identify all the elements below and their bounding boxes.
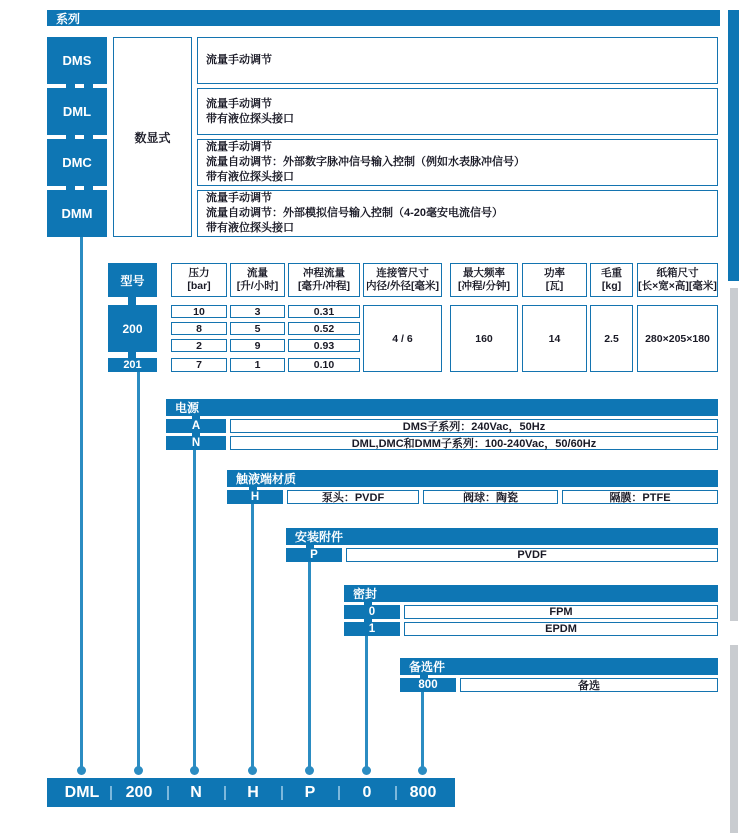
desc-line: 带有液位探头接口 <box>206 171 294 183</box>
seal-value-fpm <box>404 605 718 619</box>
table-cell <box>288 305 360 318</box>
wetted-title: 触液端材质 <box>236 472 297 486</box>
series-code-label: DML <box>62 104 92 119</box>
connector-stub <box>84 186 93 190</box>
table-cell <box>230 358 285 372</box>
connector-stub <box>66 84 75 88</box>
power-value-a <box>230 419 718 433</box>
order-segment <box>280 778 340 807</box>
seal-value-epdm <box>404 622 718 636</box>
header-line: 最大频率 <box>463 267 505 279</box>
order-separator <box>224 786 226 800</box>
connector-dot <box>418 766 427 775</box>
connector-line-wetted <box>251 504 254 770</box>
model-header-label: 型号 <box>120 273 145 288</box>
value-label: PVDF <box>517 549 547 561</box>
mounting-title: 安装附件 <box>295 530 344 544</box>
col-header-max-freq <box>450 263 518 297</box>
series-code-dmm <box>47 190 107 237</box>
series-desc-dmm <box>197 190 718 237</box>
wetted-value-diaphragm <box>562 490 718 504</box>
header-line: 连接管尺寸 <box>376 267 429 279</box>
options-value <box>460 678 718 692</box>
mounting-value <box>346 548 718 562</box>
code-label: H <box>250 491 260 503</box>
series-desc-dmc <box>197 139 718 186</box>
series-title: 系列 <box>56 11 81 26</box>
cell-power <box>522 305 587 372</box>
series-code-dmc <box>47 139 107 186</box>
connector-line-seal <box>365 636 368 770</box>
connector-dot <box>190 766 199 775</box>
power-code-n <box>166 436 226 450</box>
value-label: DML,DMC和DMM子系列：100-240Vac，50/60Hz <box>351 438 597 450</box>
wetted-value-head <box>287 490 419 504</box>
code-label: 800 <box>418 679 438 691</box>
col-header-power <box>522 263 587 297</box>
series-desc-dml <box>197 88 718 135</box>
options-code-800 <box>400 678 456 692</box>
desc-line: 流量手动调节 <box>206 97 272 110</box>
order-segment-label: 200 <box>125 784 153 801</box>
cell-value: 0.31 <box>313 305 335 318</box>
order-segment <box>52 778 112 807</box>
order-segment-label: N <box>190 784 202 801</box>
page-edge-strip-gray <box>730 645 738 833</box>
header-line: 功率 <box>544 267 565 279</box>
wetted-value-ball <box>423 490 558 504</box>
code-label: P <box>310 549 318 561</box>
cell-value: 1 <box>254 359 261 371</box>
series-code-label: DMM <box>61 206 93 221</box>
header-line: 压力 <box>188 267 210 279</box>
table-cell <box>288 322 360 335</box>
cell-value: 0.52 <box>313 322 335 335</box>
table-cell <box>171 339 227 352</box>
cell-weight <box>590 305 633 372</box>
header-unit: [升/小时] <box>236 280 279 292</box>
model-label: 200 <box>122 321 143 336</box>
wetted-code-h <box>227 490 283 504</box>
table-cell <box>171 358 227 372</box>
model-label: 201 <box>123 359 142 371</box>
connector-line-mounting <box>308 562 311 770</box>
connector-dot <box>305 766 314 775</box>
order-segment-label: H <box>247 784 259 801</box>
cell-carton <box>637 305 718 372</box>
cell-max-freq <box>450 305 518 372</box>
order-separator <box>167 786 169 800</box>
desc-line: 流量自动调节：外部模拟信号输入控制（4-20毫安电流信号） <box>206 207 504 219</box>
seal-section-header <box>344 585 718 602</box>
cell-value: 3 <box>254 305 261 318</box>
order-separator <box>338 786 340 800</box>
order-separator <box>395 786 397 800</box>
header-unit: [冲程/分钟] <box>458 280 510 292</box>
desc-line: 流量手动调节 <box>206 141 272 153</box>
seal-code-0 <box>344 605 400 619</box>
cell-value: 4 / 6 <box>392 332 413 345</box>
power-code-a <box>166 419 226 433</box>
series-desc-dms <box>197 37 718 84</box>
order-separator <box>281 786 283 800</box>
value-label: EPDM <box>545 623 577 635</box>
cell-value: 2.5 <box>604 332 619 345</box>
desc-line: 流量自动调节：外部数字脉冲信号输入控制（例如水表脉冲信号） <box>206 156 525 168</box>
series-code-dms <box>47 37 107 84</box>
connector-stub <box>84 135 93 139</box>
mounting-section-header <box>286 528 718 545</box>
options-title: 备选件 <box>409 660 446 674</box>
options-section-header <box>400 658 718 675</box>
connector-stub <box>66 186 75 190</box>
display-type-box <box>113 37 192 237</box>
table-cell <box>230 305 285 318</box>
order-segment <box>223 778 283 807</box>
cell-value: 0.93 <box>313 339 335 352</box>
mounting-code-p <box>286 548 342 562</box>
header-unit: [毫升/冲程] <box>298 280 350 292</box>
wetted-section-header <box>227 470 718 487</box>
header-line: 流量 <box>247 267 268 279</box>
cell-value: 2 <box>196 339 202 352</box>
col-header-flow <box>230 263 285 297</box>
connector-dot <box>134 766 143 775</box>
value-label: 泵头：PVDF <box>321 492 385 504</box>
code-label: N <box>191 437 201 449</box>
desc-line: 带有液位探头接口 <box>206 112 294 125</box>
code-label: 0 <box>368 606 376 618</box>
connector-dot <box>248 766 257 775</box>
order-segment-label: 0 <box>362 784 372 801</box>
value-label: 阀球：陶瓷 <box>463 492 518 504</box>
header-line: 毛重 <box>601 267 622 279</box>
connector-line-power <box>193 450 196 770</box>
connector-stub <box>84 84 93 88</box>
col-header-stroke-flow <box>288 263 360 297</box>
seal-code-1 <box>344 622 400 636</box>
order-segment <box>393 778 453 807</box>
cell-value: 0.10 <box>313 359 335 371</box>
cell-value: 9 <box>254 339 261 352</box>
col-header-carton <box>637 263 718 297</box>
cell-value: 7 <box>196 359 202 371</box>
model-201-box <box>108 358 157 372</box>
header-unit: [长×宽×高][毫米] <box>638 280 717 292</box>
page-edge-strip-gray <box>730 288 738 621</box>
header-line: 纸箱尺寸 <box>656 267 699 279</box>
value-label: FPM <box>549 606 573 618</box>
header-unit: [bar] <box>187 280 211 292</box>
power-value-n <box>230 436 718 450</box>
table-cell <box>230 322 285 335</box>
cell-value: 14 <box>548 332 561 345</box>
header-unit: [kg] <box>601 280 622 292</box>
cell-value: 8 <box>196 322 202 335</box>
table-cell <box>288 358 360 372</box>
cell-pipe-size <box>363 305 442 372</box>
model-200-box <box>108 305 157 352</box>
order-segment-label: P <box>304 784 316 801</box>
series-code-label: DMC <box>62 155 92 170</box>
connector-dot <box>77 766 86 775</box>
order-separator <box>110 786 112 800</box>
col-header-pressure <box>171 263 227 297</box>
model-header <box>108 263 157 297</box>
power-title: 电源 <box>175 401 200 415</box>
page-edge-strip-blue <box>728 10 739 281</box>
order-segment <box>166 778 226 807</box>
connector-dot <box>362 766 371 775</box>
series-code-dml <box>47 88 107 135</box>
desc-line: 流量手动调节 <box>206 54 272 66</box>
code-label: 1 <box>368 623 376 635</box>
connector-line-series <box>80 237 83 770</box>
code-label: A <box>191 420 201 432</box>
order-segment-label: 800 <box>409 784 437 801</box>
header-unit: 内径/外径[毫米] <box>366 280 439 292</box>
col-header-pipe-size <box>363 263 442 297</box>
power-section-header <box>166 399 718 416</box>
connector-stub <box>66 135 75 139</box>
display-type-label: 数显式 <box>134 130 171 145</box>
order-segment <box>337 778 397 807</box>
value-label: 隔膜：PTFE <box>609 492 671 504</box>
connector-line-model <box>137 372 140 770</box>
table-cell <box>171 305 227 318</box>
cell-value: 160 <box>475 332 493 345</box>
table-cell <box>230 339 285 352</box>
header-line: 冲程流量 <box>303 267 345 279</box>
table-cell <box>171 322 227 335</box>
order-segment-label: DML <box>64 784 100 801</box>
value-label: 备选 <box>578 680 600 692</box>
series-code-label: DMS <box>62 53 92 68</box>
connector-line-options <box>421 692 424 770</box>
connector-stub <box>128 297 136 305</box>
col-header-weight <box>590 263 633 297</box>
cell-value: 280×205×180 <box>645 332 710 345</box>
table-cell <box>288 339 360 352</box>
desc-line: 带有液位探头接口 <box>206 222 294 234</box>
order-segment <box>109 778 169 807</box>
series-section-header <box>47 10 720 26</box>
seal-title: 密封 <box>353 587 378 601</box>
value-label: DMS子系列：240Vac，50Hz <box>402 421 546 433</box>
desc-line: 流量手动调节 <box>206 192 272 204</box>
cell-value: 5 <box>254 322 261 335</box>
cell-value: 10 <box>193 305 205 318</box>
header-unit: [瓦] <box>545 280 564 292</box>
